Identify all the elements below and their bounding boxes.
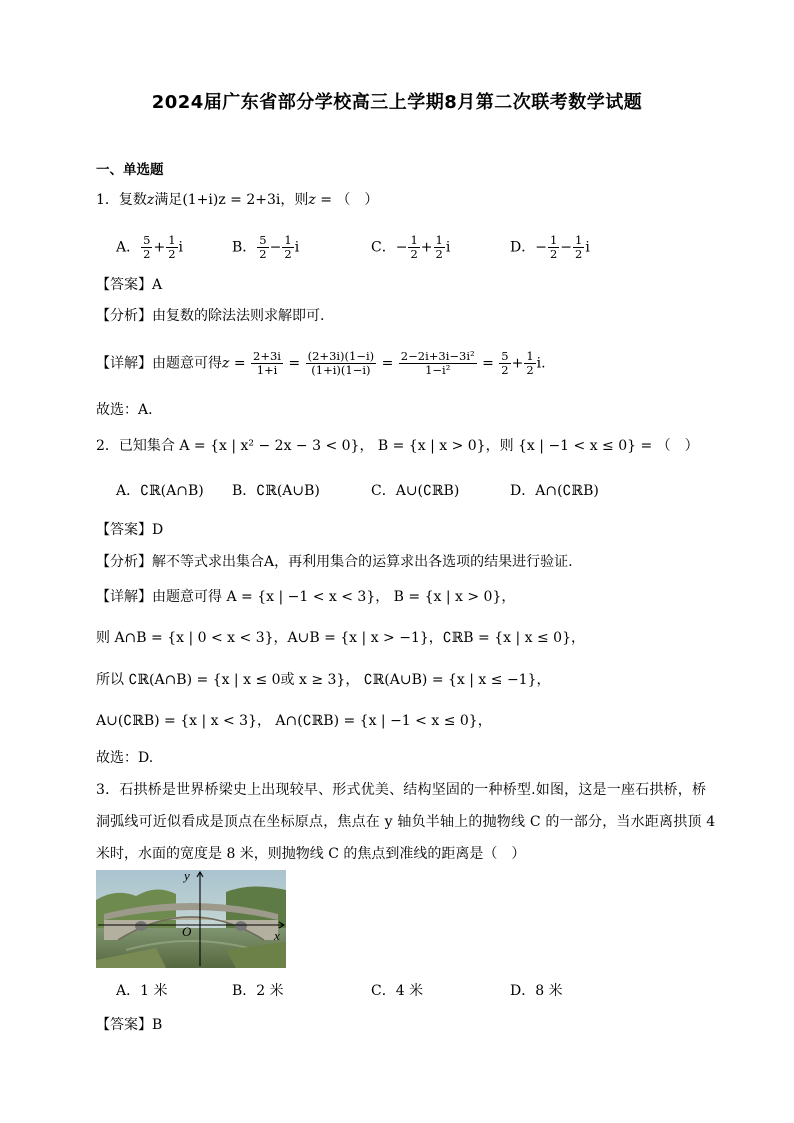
q1-detail: 【详解】由题意可得z = $\frac{2+3i}{1+i}$ = $\frac{(2+3i)(1-i)}{(1+i)(1-i)}$ = $\frac{\text{2−2i+3i−3i²}}{\text{1−i²}}$ = $\frac{5}{2}$ + $\frac{1}{2}$ i. (96, 349, 546, 377)
imag-unit: i (585, 239, 590, 256)
q2-answer (96, 520, 163, 540)
numerator: 1 (284, 233, 292, 247)
numerator: 1 (435, 233, 443, 247)
fraction (282, 234, 293, 261)
numerator: 1 (549, 233, 558, 247)
q1-option-a (116, 234, 183, 261)
answer-label: 【答案】 (96, 522, 152, 538)
operator: − (560, 239, 573, 256)
answer-value: B (152, 1017, 163, 1033)
q2-choose (96, 748, 153, 768)
q3-option-c: C．4 米 (371, 983, 424, 999)
q1-var: z (146, 192, 155, 208)
detail-text: 由题意可得 A = {x | −1 < x < 3}， B = {x | x > 0}， (152, 589, 516, 605)
q1-option-d (510, 234, 590, 261)
section-heading: 一、单选题 (96, 162, 164, 178)
choose-label: 故选： (96, 402, 138, 418)
fraction (306, 350, 377, 377)
q3-answer (96, 1015, 162, 1035)
denominator: 2 (435, 247, 443, 261)
operator: + (153, 239, 166, 256)
q1-stem-a: 1．复数 (96, 192, 147, 208)
fraction (548, 234, 559, 261)
analysis-label: 【分析】 (96, 554, 152, 570)
q3-option-a: A．1 米 (116, 983, 168, 999)
denominator: 2 (259, 247, 267, 261)
option-letter: A． (116, 239, 141, 256)
denominator: 1−i² (425, 363, 451, 377)
numerator: 5 (143, 233, 151, 247)
q2-detail-4: A∪(∁ℝB) = {x | x < 3}， A∩(∁ℝB) = {x | −1 < x ≤ 0}， (96, 713, 492, 729)
numerator: 1 (410, 233, 418, 247)
answer-value: A (152, 277, 163, 293)
q2-detail-3: 所以 ∁ℝ(A∩B) = {x | x ≤ 0或 x ≥ 3}， ∁ℝ(A∪B) = {x | x ≤ −1}， (96, 672, 551, 688)
analysis-text: 由复数的除法法则求解即可. (152, 308, 325, 324)
imag-unit: i (445, 239, 451, 256)
numerator: (2+3i)(1−i) (307, 349, 375, 363)
q1-stem-c: ，则 (280, 192, 309, 208)
numerator: 5 (259, 233, 267, 247)
choose-value: D. (138, 750, 154, 766)
q2-option-c: C．A∪(∁ℝB) (371, 483, 460, 499)
option-letter: B． (232, 239, 257, 256)
numerator: 5 (501, 349, 509, 363)
choose-value: A. (138, 402, 153, 418)
q1-stem (96, 190, 378, 210)
detail-prefix: 由题意可得 (152, 355, 222, 372)
q3-option-b: B．2 米 (232, 983, 284, 999)
q1-equation: (1+i)z = 2+3i (182, 192, 281, 208)
denominator: 2 (284, 247, 292, 261)
fraction (141, 234, 152, 261)
fraction (499, 350, 510, 377)
numerator: 2+3i (253, 349, 281, 363)
choose-label: 故选： (96, 750, 138, 766)
q1-answer (96, 275, 162, 295)
q1-var-2: z (308, 192, 316, 208)
answer-label: 【答案】 (96, 277, 152, 293)
answer-label: 【答案】 (96, 1017, 152, 1033)
q1-analysis (96, 306, 324, 326)
option-sign: − (395, 239, 408, 256)
option-letter: D． (510, 239, 536, 256)
q3-stem-line-3: 米时，水面的宽度是 8 米，则抛物线 C 的焦点到准线的距离是（ ） (96, 846, 526, 862)
imag-unit: i (178, 239, 183, 256)
q2-option-d: D．A∩(∁ℝB) (510, 483, 599, 499)
q3-stem-line-1: 3．石拱桥是世界桥梁史上出现较早、形式优美、结构坚固的一种桥型.如图，这是一座石拱桥，桥 (96, 782, 707, 798)
q2-detail-2: 则 A∩B = {x | 0 < x < 3}，A∪B = {x | x > −1}，∁ℝB = {x | x ≤ 0}， (96, 630, 585, 646)
q2-analysis (96, 552, 573, 572)
denominator: 2 (168, 247, 176, 261)
denominator: (1+i)(1−i) (311, 363, 371, 377)
q2-option-b: B．∁ℝ(A∪B) (232, 483, 320, 499)
option-letter: C． (371, 239, 396, 256)
origin-label: O (182, 924, 192, 939)
answer-value: D (152, 522, 164, 538)
y-axis-label: y (184, 870, 190, 883)
fraction (166, 234, 177, 261)
q1-stem-b: 满足 (154, 192, 183, 208)
fraction (524, 350, 535, 377)
x-axis-label: x (274, 928, 280, 943)
fraction (434, 234, 445, 261)
fraction (251, 350, 283, 377)
q1-option-c (371, 234, 450, 261)
numerator: 1 (575, 233, 583, 247)
detail-label: 【详解】 (96, 355, 152, 372)
detail-label: 【详解】 (96, 589, 152, 605)
denominator: 1+i (256, 363, 278, 377)
numerator: 1 (168, 233, 176, 247)
fraction (408, 234, 419, 261)
numerator: 2−2i+3i−3i² (400, 349, 475, 363)
option-sign: − (535, 239, 547, 256)
q2-stem: 2．已知集合 A = {x | x² − 2x − 3 < 0}， B = {x | x > 0}，则 {x | −1 < x ≤ 0} = （ ） (96, 438, 699, 454)
analysis-text: 解不等式求出集合A，再利用集合的运算求出各选项的结果进行验证. (152, 554, 573, 570)
denominator: 2 (143, 247, 151, 261)
q3-option-d: D．8 米 (510, 983, 563, 999)
operator: − (269, 239, 282, 256)
q1-stem-d: = （ ） (315, 192, 379, 208)
q1-option-b (232, 234, 299, 261)
fraction (399, 350, 477, 377)
denominator: 2 (549, 247, 558, 261)
page-title: 2024届广东省部分学校高三上学期8月第二次联考数学试题 (151, 92, 643, 113)
q3-stem-line-2: 洞弧线可近似看成是顶点在坐标原点，焦点在 y 轴负半轴上的抛物线 C 的一部分，当水距离拱顶 4 (96, 814, 716, 830)
q2-option-a: A．∁ℝ(A∩B) (116, 483, 204, 499)
denominator: 2 (410, 247, 418, 261)
q1-choose (96, 400, 153, 420)
denominator: 2 (526, 363, 534, 377)
q2-detail-1 (96, 587, 515, 607)
analysis-label: 【分析】 (96, 308, 152, 324)
denominator: 2 (501, 363, 509, 377)
imag-unit: i (294, 239, 300, 256)
stone-arch-bridge-figure (96, 870, 286, 968)
numerator: 1 (526, 349, 534, 363)
fraction (573, 234, 584, 261)
denominator: 2 (575, 247, 583, 261)
fraction (257, 234, 268, 261)
operator: + (420, 239, 433, 256)
